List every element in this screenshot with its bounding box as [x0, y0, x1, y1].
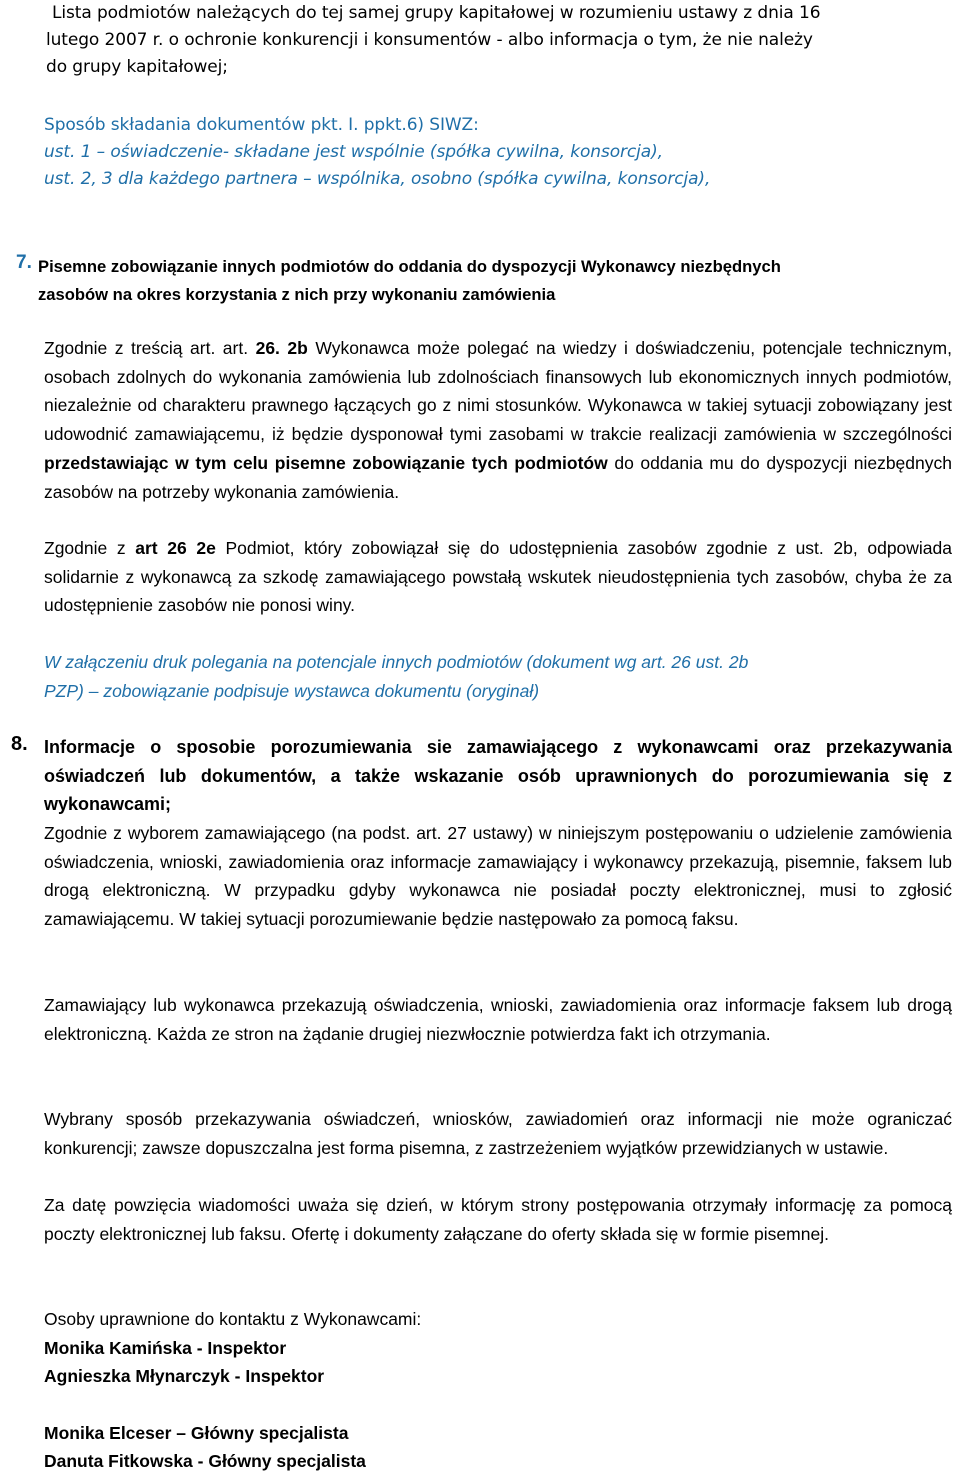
section-8-number: 8. — [11, 733, 28, 755]
text-run: do oddania mu do dyspozycji niezbędnych zasobów na potrzeby wykonania zamówienia. — [44, 452, 952, 502]
attachment-note — [44, 648, 952, 705]
submission-method-line: ust. 1 – oświadczenie- składane jest wspólnie (spółka cywilna, konsorcja), — [44, 142, 663, 162]
submission-method — [44, 112, 944, 193]
emphasized-text: przedstawiając w tym celu pisemne zobowiązanie tych podmiotów — [44, 452, 608, 473]
submission-method-line: ust. 2, 3 dla każdego partnera – wspólnika, osobno (spółka cywilna, konsorcja), — [44, 169, 711, 189]
intro-line: Lista podmiotów należących do tej samej grupy kapitałowej w rozumieniu ustawy z dnia 16 — [52, 3, 821, 23]
article-reference: art 26 2e — [135, 538, 216, 558]
contact-person: Agnieszka Młynarczyk - Inspektor — [44, 1366, 325, 1386]
section-8-paragraph-3: Wybrany sposób przekazywania oświadczeń, wniosków, zawiadomień oraz informacji nie może ograniczać konkurencji; zawsze dopuszczalna jest forma pisemna, z zastrzeżeniem wyjątków przewidzianych w ustawie. — [44, 1109, 952, 1158]
intro-paragraph — [46, 0, 946, 81]
text-run: Zgodnie z — [44, 538, 136, 558]
section-8-paragraph-4: Za datę powzięcia wiadomości uważa się dzień, w którym strony postępowania otrzymały informację za pomocą poczty elektronicznej lub faksu. Ofertę i dokumenty załączane do oferty składa się w formie pisemnej. — [44, 1195, 952, 1244]
submission-method-title: Sposób składania dokumentów pkt. I. ppkt.6) SIWZ: — [44, 115, 479, 135]
intro-line: lutego 2007 r. o ochronie konkurencji i konsumentów - albo informacja o tym, że nie należy — [46, 30, 813, 50]
article-reference: 26. 2b — [255, 338, 308, 358]
intro-line: do grupy kapitałowej; — [46, 57, 228, 77]
section-7-number: 7. — [16, 252, 32, 273]
section-8-paragraph-2: Zamawiający lub wykonawca przekazują oświadczenia, wnioski, zawiadomienia oraz informacje faksem lub drogą elektroniczną. Każda ze stron na żądanie drugiej niezwłocznie potwierdza fakt ich otrzymania. — [44, 995, 952, 1044]
text-run: Podmiot, który zobowiązał się do udostępnienia zasobów zgodnie z ust. 2b, odpowiada solidarnie z wykonawcą za szkodę zamawiającego powstałą wskutek nieudostępnienia tych zasobów, chyba że za udostępnienie zasobów nie ponosi winy. — [44, 538, 953, 616]
section-7-heading-line: zasobów na okres korzystania z nich przy wykonaniu zamówienia — [38, 285, 556, 304]
attachment-note-line: W załączeniu druk polegania na potencjale innych podmiotów (dokument wg art. 26 ust. 2b — [44, 652, 749, 672]
text-run: Zgodnie z treścią art. art. — [44, 338, 256, 358]
attachment-note-line: PZP) – zobowiązanie podpisuje wystawca dokumentu (oryginał) — [44, 680, 540, 701]
contact-person: Monika Kamińska - Inspektor — [44, 1338, 287, 1358]
section-7-paragraph-2 — [44, 534, 952, 620]
text-run: Wykonawca może polegać na wiedzy i doświadczeniu, potencjale technicznym, osobach zdolnych do wykonania zamówienia lub zdolnościach finansowych lub ekonomicznych innych podmiotów, niezależnie od charakteru prawnego łączących go z nimi stosunków. Wykonawca w takiej sytuacji zobowiązany jest udowodnić zamawiającemu, iż będzie dysponował tymi zasobami w trakcie realizacji zamówienia w szczególności — [44, 338, 952, 445]
contact-person: Danuta Fitkowska - Główny specjalista — [44, 1451, 366, 1471]
section-7-heading — [38, 253, 954, 309]
contacts-label: Osoby uprawnione do kontaktu z Wykonawcami: — [44, 1309, 422, 1329]
contact-person: Monika Elceser – Główny specjalista — [44, 1423, 349, 1443]
section-7-paragraph-1 — [44, 334, 952, 506]
section-8-heading: Informacje o sposobie porozumiewania sie zamawiającego z wykonawcami oraz przekazywania oświadczeń lub dokumentów, a także wskazanie osób uprawnionych do porozumiewania się z wykonawcami; — [44, 737, 952, 815]
section-7-heading-line: Pisemne zobowiązanie innych podmiotów do oddania do dyspozycji Wykonawcy niezbędnych — [38, 257, 781, 276]
section-8-paragraph-1: Zgodnie z wyborem zamawiającego (na podst. art. 27 ustawy) w niniejszym postępowaniu o udzielenie zamówienia oświadczenia, wnioski, zawiadomienia oraz informacje zamawiający i wykonawcy przekazują, pisemnie, faksem lub drogą elektroniczną. W przypadku gdyby wykonawca nie posiadał poczty elektronicznej, musi to zgłosić zamawiającemu. W takiej sytuacji porozumiewanie będzie następowało za pomocą faksu. — [44, 823, 952, 930]
